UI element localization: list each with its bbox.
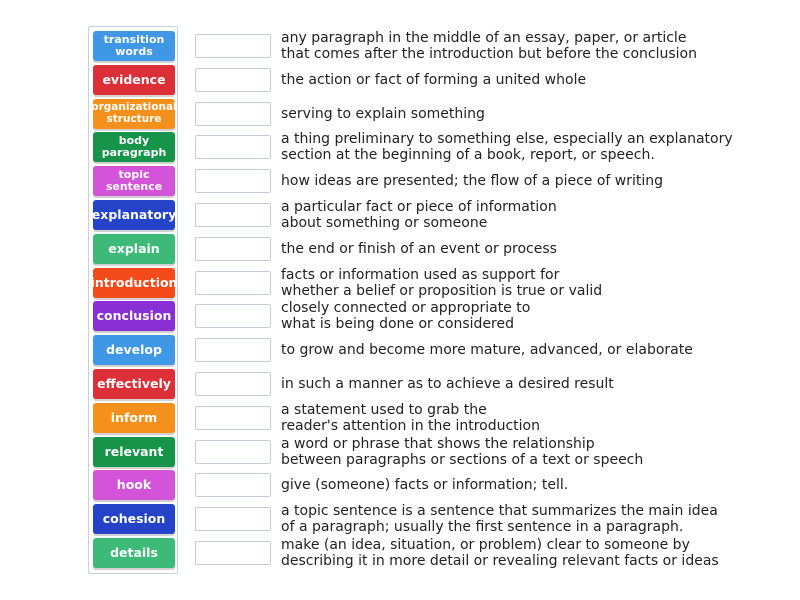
definition-line: a thing preliminary to something else, especially an explanatory — [281, 131, 733, 148]
definition-line: the action or fact of forming a united whole — [281, 71, 587, 88]
definition-lines — [281, 106, 485, 122]
definition-lines — [281, 199, 557, 231]
definition-lines — [281, 267, 602, 299]
definition-line: a statement used to grab the — [281, 401, 487, 418]
definition-line: how ideas are presented; the flow of a piece of writing — [281, 173, 664, 190]
word-tile-line: relevant — [104, 443, 164, 459]
word-tile[interactable] — [93, 301, 175, 331]
word-tile-line: words — [115, 45, 153, 58]
word-tile[interactable] — [93, 504, 175, 534]
word-tile[interactable] — [93, 200, 175, 230]
definition-line: that comes after the introduction but before the conclusion — [281, 46, 697, 62]
definition-line: of a paragraph; usually the first sentence in a paragraph. — [281, 519, 684, 536]
word-tile[interactable] — [93, 234, 175, 264]
word-tile-label — [106, 169, 162, 193]
word-tile-line: conclusion — [96, 308, 172, 324]
definition-line: whether a belief or proposition is true or valid — [281, 282, 603, 299]
word-tile-line: organizational — [91, 101, 177, 114]
definition-text — [281, 131, 751, 163]
definition-text — [281, 503, 751, 535]
definition-text — [281, 334, 751, 366]
word-tile-label — [92, 209, 176, 221]
definition-lines — [281, 241, 557, 257]
word-tile-line: transition — [103, 33, 165, 46]
word-tile[interactable] — [93, 99, 175, 129]
word-tile-label — [97, 378, 171, 390]
word-tile[interactable] — [93, 470, 175, 500]
word-tile-line: explanatory — [91, 207, 177, 222]
word-tile-label — [104, 34, 165, 58]
definition-lines — [281, 342, 693, 358]
answer-drop-slot[interactable] — [195, 271, 271, 295]
definition-lines — [281, 477, 568, 493]
definition-line: a particular fact or piece of information — [281, 199, 557, 215]
word-tile[interactable] — [93, 65, 175, 95]
definition-text — [281, 233, 751, 265]
word-tile-line: sentence — [105, 180, 163, 194]
word-tile-label — [110, 409, 158, 425]
word-tile-line: explain — [108, 240, 160, 256]
definition-line: to grow and become more mature, advanced, or elaborate — [281, 342, 693, 359]
word-tile-line: body — [118, 134, 150, 148]
word-tile-label — [90, 274, 178, 290]
definition-line: give (someone) facts or information; tell. — [281, 477, 569, 494]
word-tile[interactable] — [93, 31, 175, 61]
word-tile[interactable] — [93, 403, 175, 433]
definition-line: what is being done or considered — [281, 316, 515, 333]
answer-drop-slot[interactable] — [195, 237, 271, 261]
word-tile-label — [117, 479, 151, 491]
definition-lines — [281, 30, 697, 62]
definition-line: the end or finish of an event or process — [281, 240, 557, 257]
definition-text — [281, 199, 751, 231]
word-tile-line: topic — [118, 168, 150, 182]
definition-line: facts or information used as support for — [281, 266, 560, 283]
word-tile-label — [103, 513, 166, 525]
definition-text — [281, 469, 751, 501]
definition-line: reader's attention in the introduction — [281, 417, 540, 434]
word-tile[interactable] — [93, 538, 175, 568]
answer-drop-slot[interactable] — [195, 34, 271, 58]
answer-drop-slot[interactable] — [195, 169, 271, 193]
word-tile-line: hook — [116, 477, 152, 493]
answer-drop-slot[interactable] — [195, 102, 271, 126]
word-tile-line: introduction — [90, 274, 178, 290]
definition-lines — [281, 131, 733, 163]
word-tile[interactable] — [93, 369, 175, 399]
definition-lines — [281, 173, 663, 189]
word-bank — [88, 26, 178, 574]
definition-line: closely connected or appropriate to — [281, 300, 531, 317]
word-tile-line: details — [110, 545, 158, 560]
word-tile-label — [106, 344, 162, 356]
answer-drop-slot[interactable] — [195, 372, 271, 396]
definition-text — [281, 165, 751, 197]
definition-line: in such a manner as to achieve a desired result — [281, 376, 614, 392]
definition-lines — [281, 537, 719, 569]
definition-line: about something or someone — [281, 215, 488, 231]
definition-line: serving to explain something — [281, 105, 485, 122]
definition-line: describing it in more detail or revealing relevant facts or ideas — [281, 553, 719, 569]
word-tile-line: effectively — [97, 376, 171, 391]
word-tile-label — [110, 547, 158, 559]
answer-drop-slot[interactable] — [195, 440, 271, 464]
definition-text — [281, 98, 751, 130]
word-tile-label — [104, 443, 164, 459]
word-tile[interactable] — [90, 268, 178, 298]
answer-drop-slot[interactable] — [195, 541, 271, 565]
word-tile-line: paragraph — [101, 146, 167, 160]
word-tile[interactable] — [93, 437, 175, 467]
answer-drop-slot[interactable] — [195, 338, 271, 362]
definition-line: between paragraphs or sections of a text or speech — [281, 451, 644, 468]
word-tile-line: inform — [110, 409, 158, 425]
definition-lines — [281, 402, 540, 434]
definition-lines — [281, 72, 586, 88]
word-tile-line: cohesion — [102, 511, 166, 527]
definition-lines — [281, 376, 614, 392]
definition-line: any paragraph in the middle of an essay, paper, or article — [281, 30, 687, 46]
answer-drop-slot[interactable] — [195, 203, 271, 227]
definition-text — [281, 537, 751, 569]
definition-text — [281, 436, 751, 468]
definition-line: section at the beginning of a book, report, or speech. — [281, 147, 655, 164]
definition-text — [281, 30, 751, 62]
word-tile[interactable] — [93, 132, 175, 162]
definition-text — [281, 402, 751, 434]
definition-text — [281, 300, 751, 332]
definition-lines — [281, 300, 530, 332]
definition-line: make (an idea, situation, or problem) clear to someone by — [281, 537, 690, 553]
definition-line: a word or phrase that shows the relationship — [281, 435, 595, 452]
definition-text — [281, 267, 751, 299]
word-tile-line: develop — [106, 342, 162, 358]
word-tile-line: evidence — [102, 71, 166, 87]
word-tile-label — [102, 71, 166, 87]
word-tile[interactable] — [93, 166, 175, 196]
answer-drop-slot[interactable] — [195, 507, 271, 531]
answer-drop-slot[interactable] — [195, 135, 271, 159]
definition-text — [281, 368, 751, 400]
word-tile-label — [108, 240, 160, 256]
word-tile-label — [102, 135, 167, 159]
word-tile[interactable] — [93, 335, 175, 365]
definition-text — [281, 64, 751, 96]
definition-line: a topic sentence is a sentence that summarizes the main idea — [281, 503, 718, 520]
word-tile-line: structure — [106, 112, 162, 125]
definition-lines — [281, 436, 643, 468]
definition-lines — [281, 503, 718, 535]
word-tile-label — [91, 102, 176, 125]
answer-drop-slot[interactable] — [195, 68, 271, 92]
word-tile-label — [97, 310, 172, 322]
answer-drop-slot[interactable] — [195, 406, 271, 430]
answer-drop-slot[interactable] — [195, 304, 271, 328]
answer-drop-slot[interactable] — [195, 473, 271, 497]
